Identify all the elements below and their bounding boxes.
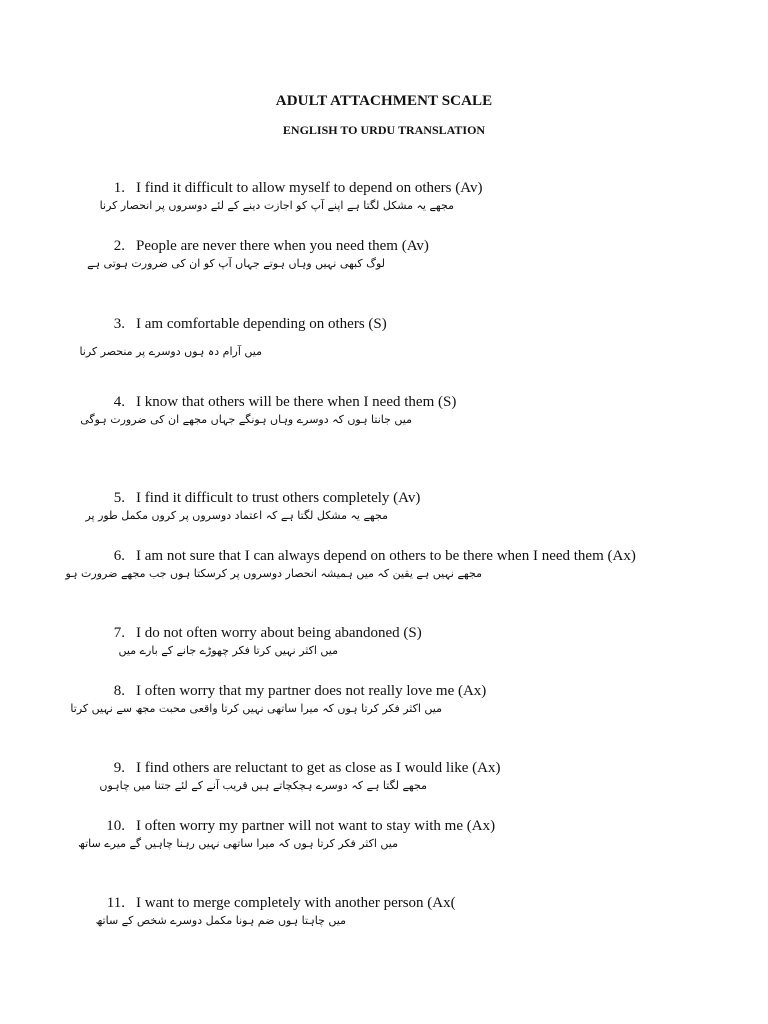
page-title: ADULT ATTACHMENT SCALE bbox=[275, 93, 493, 109]
item-english-text: People are never there when you need them (Av) bbox=[136, 238, 429, 254]
item-number: 3. bbox=[113, 316, 125, 332]
item-english-text: I find others are reluctant to get as close as I would like (Ax) bbox=[136, 760, 501, 776]
item-english-text: I do not often worry about being abandoned (S) bbox=[136, 625, 422, 641]
item-number: 8. bbox=[113, 683, 125, 699]
item-number: 1. bbox=[113, 180, 125, 196]
item-urdu-text: مجھے نہیں ہے یقین کہ میں ہمیشہ انحصار دوسروں پر کرسکتا ہوں جب مجھے ضرورت ہو bbox=[65, 567, 482, 580]
item-number: 6. bbox=[113, 548, 125, 564]
item-english-text: I find it difficult to allow myself to depend on others (Av) bbox=[136, 180, 483, 196]
item-urdu-text: مجھے یہ مشکل لگتا ہے اپنے آپ کو اجازت دینے کے لئے دوسروں پر انحصار کرنا bbox=[99, 199, 454, 212]
item-number: 11. bbox=[106, 895, 125, 911]
item-urdu-text: میں اکثر نہیں کرتا فکر چھوڑے جانے کے بارے میں bbox=[118, 644, 338, 657]
item-number: 4. bbox=[113, 394, 125, 410]
item-english-text: I am comfortable depending on others (S) bbox=[136, 316, 387, 332]
item-number: 2. bbox=[113, 238, 125, 254]
item-english-text: I often worry that my partner does not really love me (Ax) bbox=[136, 683, 487, 699]
item-english-text: I am not sure that I can always depend on others to be there when I need them (Ax) bbox=[136, 548, 636, 564]
item-urdu-text: میں اکثر فکر کرتا ہوں کہ میرا ساتھی نہیں کرتا واقعی محبت مجھ سے نہیں کرتا bbox=[70, 702, 442, 715]
item-english-text: I want to merge completely with another person (Ax( bbox=[136, 895, 456, 911]
item-english-text: I know that others will be there when I need them (S) bbox=[136, 394, 457, 410]
item-urdu-text: میں اکثر فکر کرتا ہوں کہ میرا ساتھی نہیں رہنا چاہیں گے میرے ساتھ bbox=[78, 837, 398, 850]
item-number: 9. bbox=[113, 760, 125, 776]
item-urdu-text: مجھے یہ مشکل لگتا ہے کہ اعتماد دوسروں پر کروں مکمل طور پر bbox=[85, 509, 388, 522]
item-urdu-text: مجھے لگتا ہے کہ دوسرے ہچکچاتے ہیں قریب آنے کے لئے جتنا میں چاہوں bbox=[99, 779, 427, 792]
item-urdu-text: لوگ کبھی نہیں وہاں ہوتے جہاں آپ کو ان کی ضرورت ہوتی ہے bbox=[87, 257, 385, 270]
page-subtitle: ENGLISH TO URDU TRANSLATION bbox=[282, 123, 486, 137]
item-english-text: I find it difficult to trust others completely (Av) bbox=[136, 490, 421, 506]
item-number: 5. bbox=[113, 490, 125, 506]
item-urdu-text: میں جانتا ہوں کہ دوسرے وہاں ہونگے جہاں مجھے ان کی ضرورت ہوگی bbox=[80, 413, 412, 426]
item-english-text: I often worry my partner will not want to stay with me (Ax) bbox=[136, 818, 496, 834]
item-urdu-text: میں آرام دہ ہوں دوسرے پر منحصر کرنا bbox=[79, 345, 262, 358]
item-urdu-text: میں چاہتا ہوں ضم ہونا مکمل دوسرے شخص کے ساتھ bbox=[95, 914, 346, 927]
item-number: 7. bbox=[113, 625, 125, 641]
item-number: 10. bbox=[106, 818, 125, 834]
